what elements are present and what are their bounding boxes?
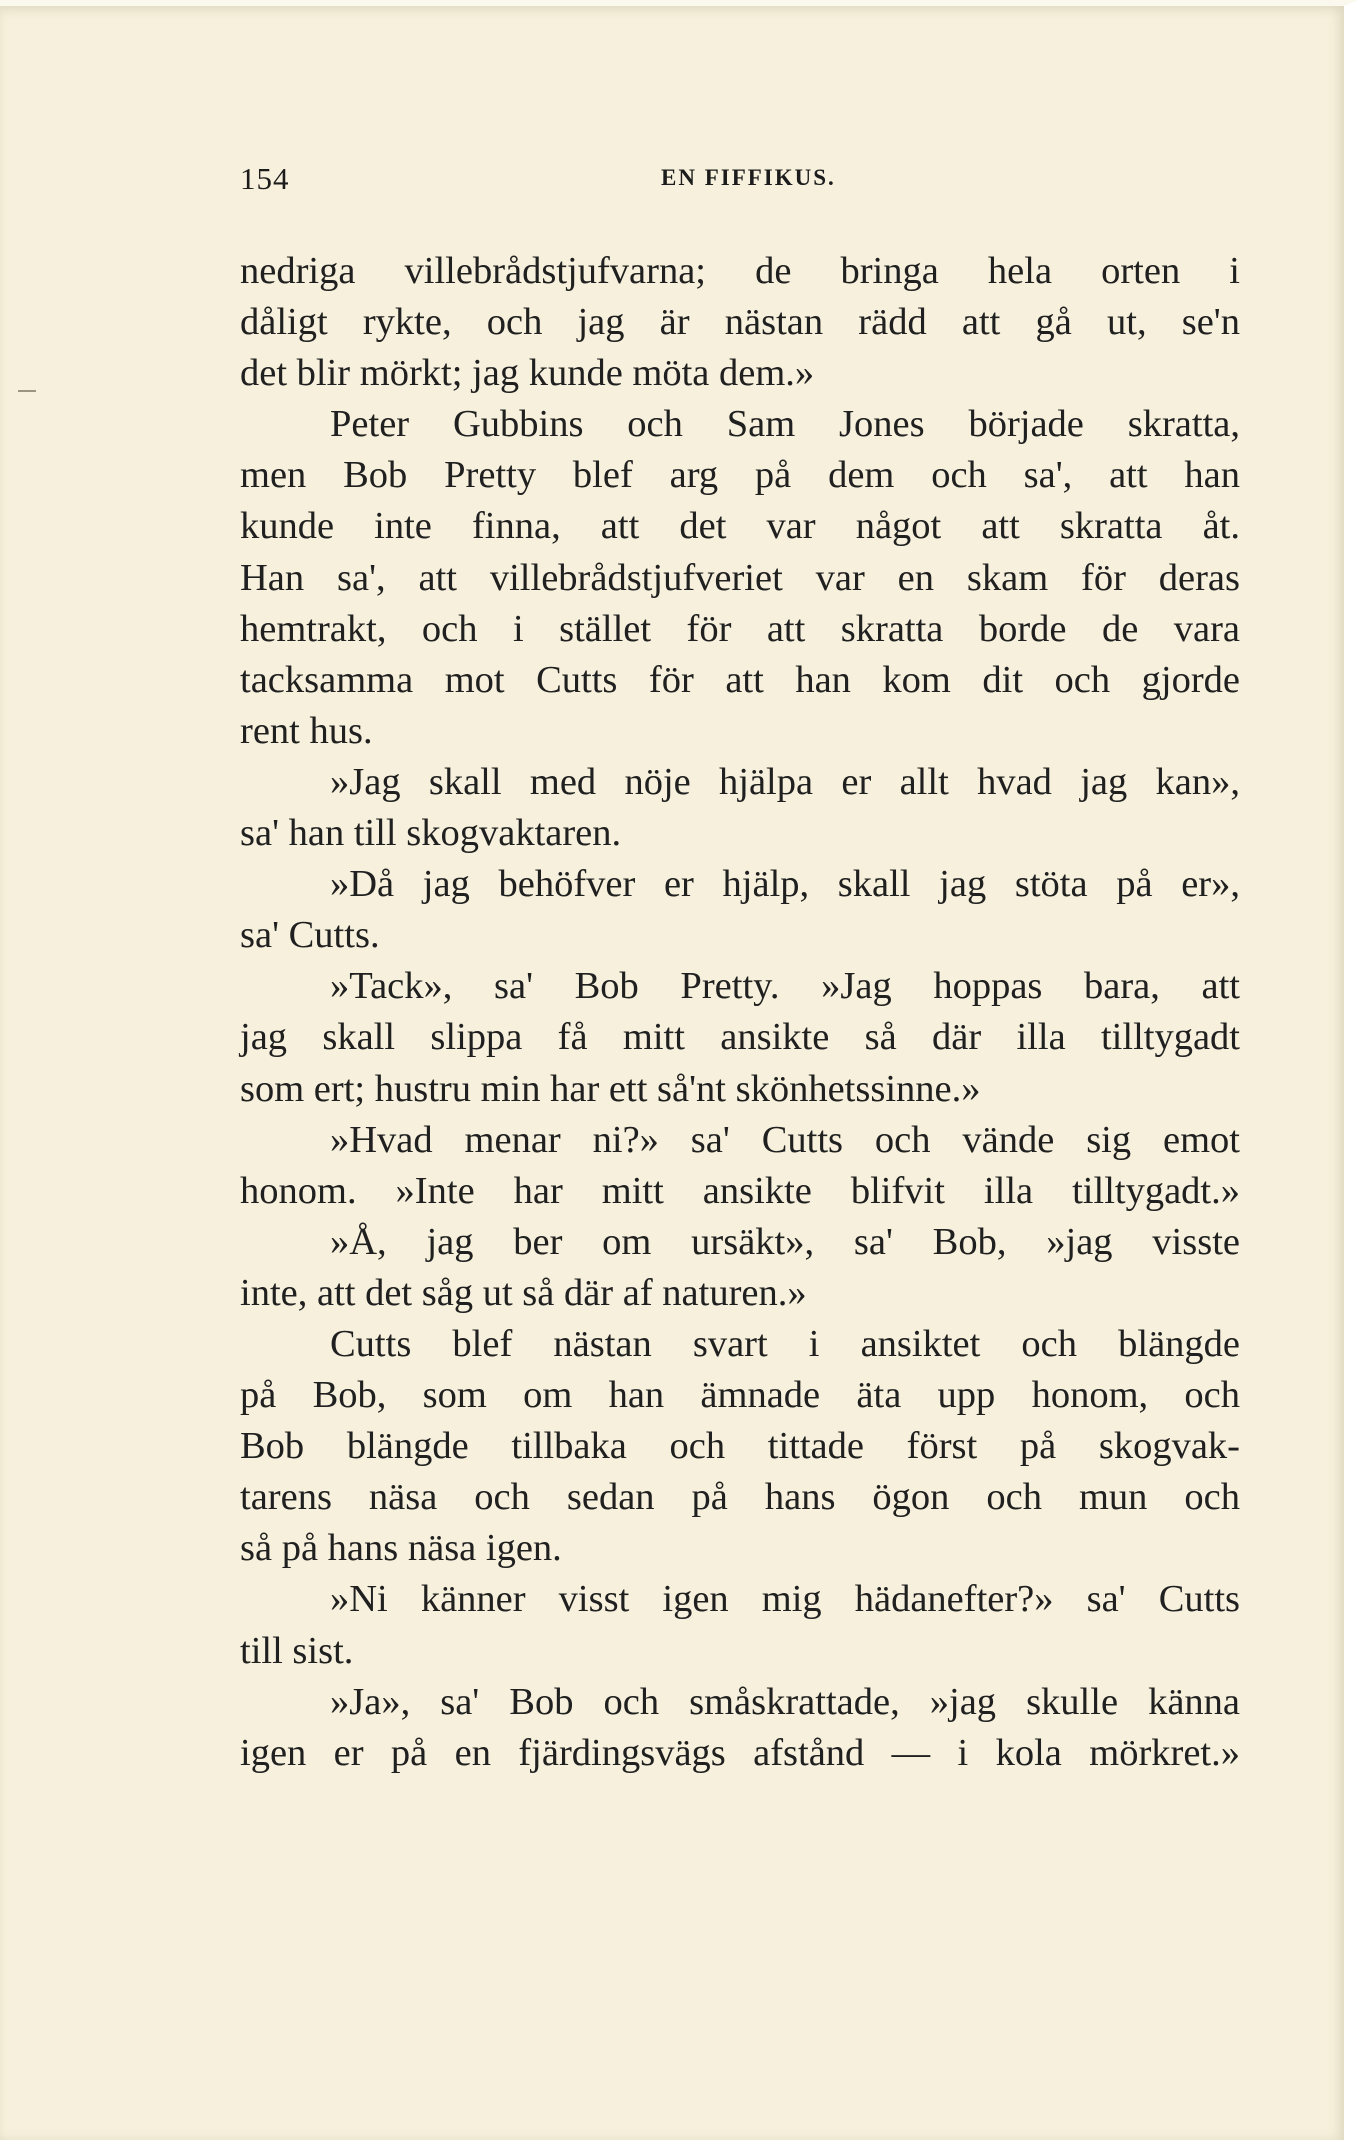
text-line: som ert; hustru min har ett så'nt skönhetssinne.» — [240, 1067, 981, 1110]
text-line: Cutts blef nästan svart i ansiktet och blängde — [330, 1322, 1240, 1365]
text-line: Bob blängde tillbaka och tittade först på skogvak- — [240, 1425, 1240, 1468]
text-line: Han sa', att villebrådstjufveriet var en skam för deras — [240, 556, 1240, 599]
text-line: tarens näsa och sedan på hans ögon och mun och — [240, 1476, 1240, 1519]
text-line: till sist. — [240, 1629, 354, 1672]
text-line: inte, att det såg ut så där af naturen.» — [240, 1271, 807, 1314]
text-line: Peter Gubbins och Sam Jones började skratta, — [330, 403, 1240, 446]
text-line: hemtrakt, och i stället för att skratta borde de vara — [240, 607, 1240, 650]
text-line: på Bob, som om han ämnade äta upp honom, och — [240, 1374, 1240, 1417]
text-line: så på hans näsa igen. — [240, 1527, 562, 1570]
text-line: honom. »Inte har mitt ansikte blifvit illa tilltygadt.» — [240, 1169, 1240, 1212]
text-line: sa' han till skogvaktaren. — [240, 812, 622, 855]
text-line: jag skall slippa få mitt ansikte så där illa tilltygadt — [240, 1016, 1240, 1059]
text-line: »Hvad menar ni?» sa' Cutts och vände sig emot — [330, 1118, 1240, 1161]
text-line: »Jag skall med nöje hjälpa er allt hvad jag kan», — [330, 760, 1240, 803]
text-line: nedriga villebrådstjufvarna; de bringa hela orten i — [240, 250, 1240, 292]
text-line: men Bob Pretty blef arg på dem och sa', att han — [240, 454, 1240, 497]
text-line: »Å, jag ber om ursäkt», sa' Bob, »jag visste — [330, 1220, 1240, 1263]
text-line: sa' Cutts. — [240, 914, 380, 957]
text-line: dåligt rykte, och jag är nästan rädd att gå ut, se'n — [240, 301, 1240, 344]
text-line: det blir mörkt; jag kunde möta dem.» — [240, 352, 815, 395]
text-line: igen er på en fjärdingsvägs afstånd — i kola mörkret.» — [240, 1731, 1240, 1774]
text-line: »Då jag behöfver er hjälp, skall jag stöta på er», — [330, 863, 1240, 906]
text-line: »Tack», sa' Bob Pretty. »Jag hoppas bara, att — [330, 965, 1240, 1008]
margin-mark — [18, 390, 36, 392]
text-line: tacksamma mot Cutts för att han kom dit och gjorde — [240, 658, 1240, 701]
body-text — [240, 246, 1240, 1779]
page-number: 154 — [240, 161, 290, 196]
text-line: rent hus. — [240, 709, 373, 752]
text-line: »Ni känner visst igen mig hädanefter?» sa' Cutts — [330, 1578, 1240, 1621]
text-line: kunde inte finna, att det var något att skratta åt. — [240, 505, 1240, 548]
page-header — [240, 161, 1240, 201]
text-line: »Ja», sa' Bob och småskrattade, »jag skulle känna — [330, 1680, 1240, 1723]
running-head: EN FIFFIKUS. — [661, 165, 836, 190]
